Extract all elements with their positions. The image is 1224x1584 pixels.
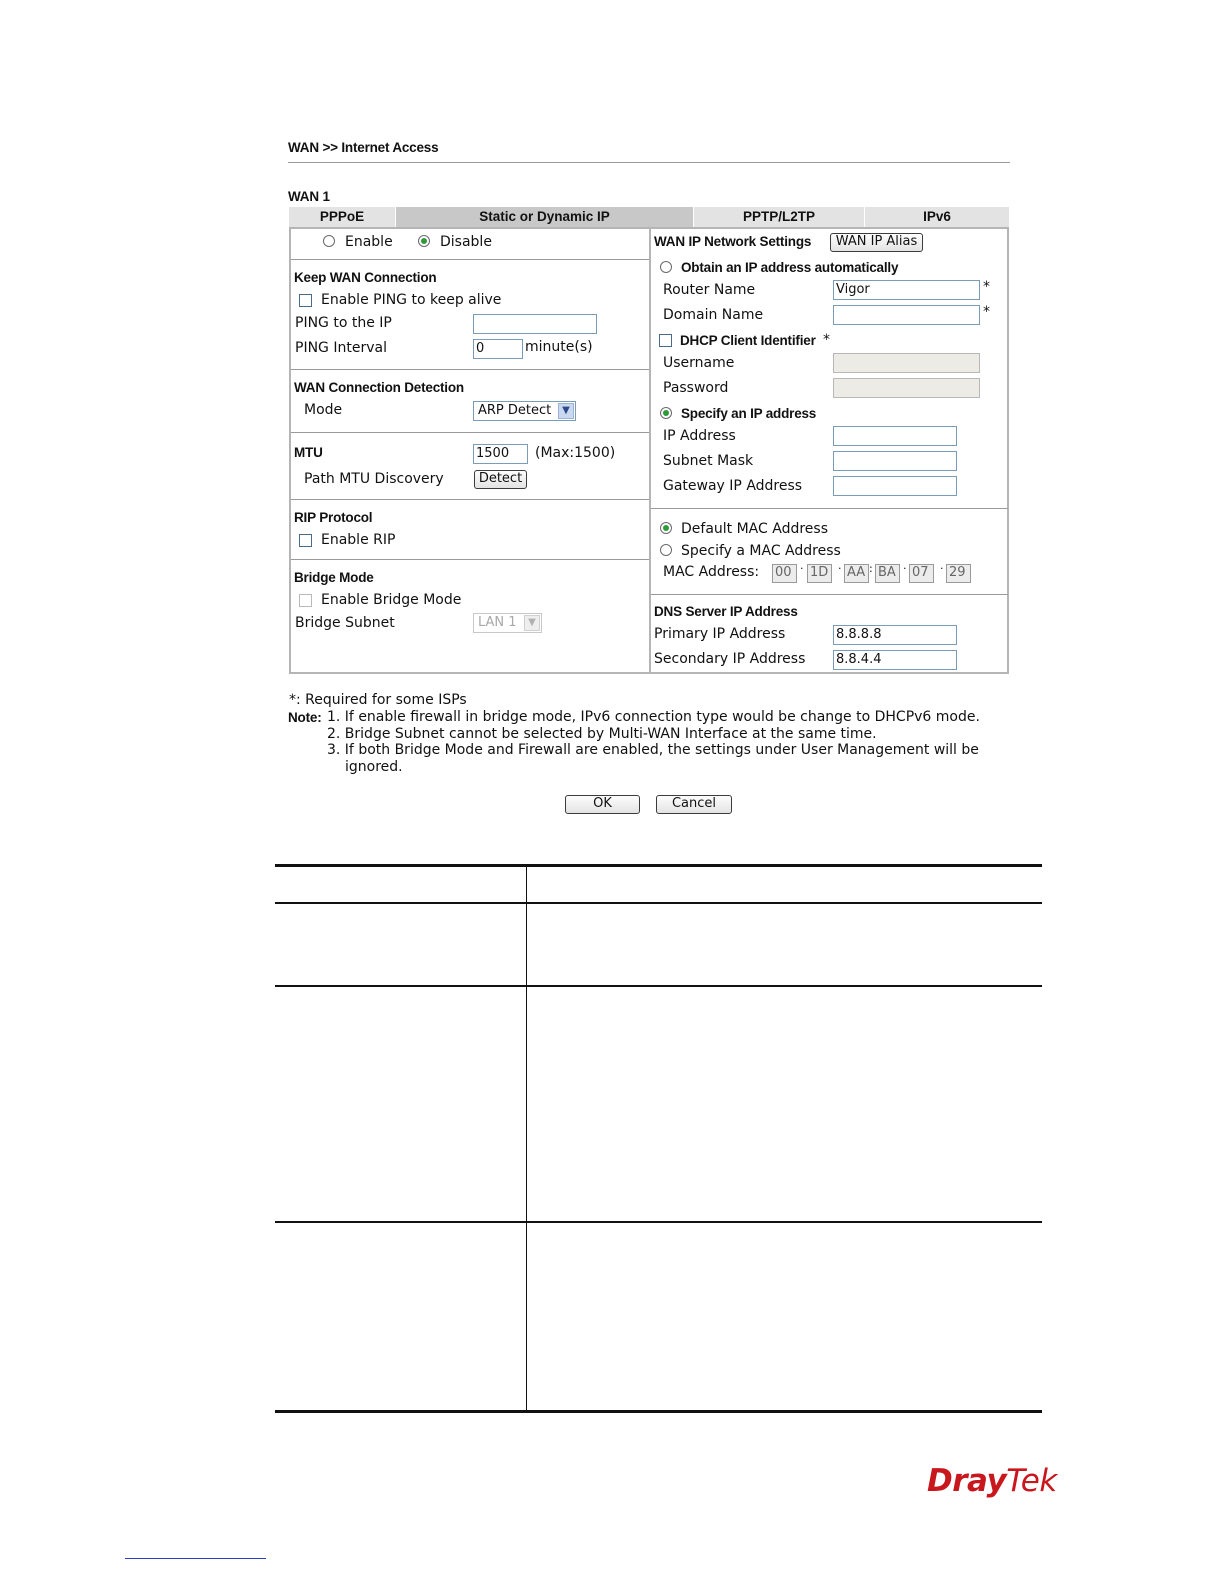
gateway-label: Gateway IP Address (663, 478, 803, 494)
ok-button[interactable]: OK (565, 795, 640, 814)
section-divider (651, 594, 1008, 595)
detection-title: WAN Connection Detection (294, 380, 464, 395)
mac-separator: · (940, 562, 944, 575)
note-line-1: 1. If enable firewall in bridge mode, IPv6 connection type would be change to DHCPv6 mode. (327, 709, 980, 725)
mode-label: Mode (304, 402, 343, 418)
specify-mac-label: Specify a MAC Address (681, 543, 841, 559)
section-divider (291, 369, 649, 370)
section-divider (291, 432, 649, 433)
primary-dns-input[interactable]: 8.8.8.8 (833, 625, 957, 645)
required-mark: * (823, 332, 830, 348)
draytek-logo: DrayTek (927, 1463, 1057, 1499)
wan-ip-alias-button[interactable]: WAN IP Alias (830, 233, 923, 252)
network-title: WAN IP Network Settings (654, 234, 812, 249)
enable-rip-checkbox[interactable] (299, 534, 312, 547)
table-row-border (275, 1221, 1042, 1223)
subnet-mask-input[interactable] (833, 451, 957, 471)
subnet-mask-label: Subnet Mask (663, 453, 754, 469)
specify-ip-radio[interactable] (660, 407, 672, 419)
ip-address-label: IP Address (663, 428, 736, 444)
required-mark: * (983, 304, 990, 320)
mac-separator: · (838, 562, 842, 575)
enable-ping-label: Enable PING to keep alive (321, 292, 502, 308)
dns-title: DNS Server IP Address (654, 604, 798, 619)
specify-mac-radio[interactable] (660, 544, 672, 556)
table-header-border (275, 902, 1042, 904)
mac-octet-1[interactable]: 00 (772, 564, 797, 583)
mac-address-label: MAC Address: (663, 564, 760, 580)
path-mtu-label: Path MTU Discovery (304, 471, 444, 487)
tab-static-dynamic-ip[interactable]: Static or Dynamic IP (396, 207, 693, 227)
mtu-input[interactable]: 1500 (473, 444, 528, 464)
username-label: Username (663, 355, 735, 371)
cancel-button[interactable]: Cancel (656, 795, 732, 814)
breadcrumb-divider (288, 162, 1010, 163)
section-divider (291, 259, 649, 260)
secondary-dns-input[interactable]: 8.8.4.4 (833, 650, 957, 670)
mac-octet-3[interactable]: AA (844, 564, 869, 583)
note-line-2: 2. Bridge Subnet cannot be selected by Multi-WAN Interface at the same time. (327, 726, 877, 742)
panel-divider (649, 228, 651, 673)
table-bottom-border (275, 1410, 1042, 1413)
enable-ping-checkbox[interactable] (299, 294, 312, 307)
router-name-input[interactable]: Vigor (833, 280, 980, 300)
password-label: Password (663, 380, 729, 396)
rip-title: RIP Protocol (294, 510, 373, 525)
detect-button[interactable]: Detect (474, 470, 527, 489)
mac-separator: · (800, 562, 804, 575)
domain-name-input[interactable] (833, 305, 980, 325)
obtain-ip-radio[interactable] (660, 261, 672, 273)
enable-bridge-checkbox[interactable] (299, 594, 312, 607)
obtain-ip-label: Obtain an IP address automatically (681, 260, 899, 275)
tab-pppoe[interactable]: PPPoE (289, 207, 395, 227)
mac-octet-5[interactable]: 07 (909, 564, 934, 583)
primary-dns-label: Primary IP Address (654, 626, 786, 642)
bridge-title: Bridge Mode (294, 570, 374, 585)
specify-ip-label: Specify an IP address (681, 406, 817, 421)
note-label: Note: (288, 710, 322, 725)
router-name-label: Router Name (663, 282, 756, 298)
wan-label: WAN 1 (288, 189, 330, 204)
default-mac-radio[interactable] (660, 522, 672, 534)
table-column-divider (526, 867, 527, 1410)
password-input[interactable] (833, 378, 980, 398)
gateway-input[interactable] (833, 476, 957, 496)
mtu-label: MTU (294, 445, 323, 460)
username-input[interactable] (833, 353, 980, 373)
ping-interval-input[interactable]: 0 (473, 339, 523, 359)
tab-ipv6[interactable]: IPv6 (865, 207, 1009, 227)
secondary-dns-label: Secondary IP Address (654, 651, 806, 667)
dhcp-client-label: DHCP Client Identifier (680, 333, 816, 348)
footnote: *: Required for some ISPs (289, 692, 467, 708)
ping-interval-label: PING Interval (295, 340, 387, 356)
ip-address-input[interactable] (833, 426, 957, 446)
section-divider (291, 499, 649, 500)
section-divider (651, 508, 1008, 509)
mode-select[interactable] (473, 401, 576, 421)
chevron-down-icon: ▼ (524, 615, 540, 631)
table-top-border (275, 864, 1042, 867)
footer-rule (125, 1558, 266, 1559)
dhcp-client-checkbox[interactable] (659, 334, 672, 347)
bridge-subnet-label: Bridge Subnet (295, 615, 395, 631)
bridge-subnet-select[interactable] (473, 613, 542, 633)
enable-label: Enable (345, 234, 393, 250)
enable-radio[interactable] (323, 235, 335, 247)
domain-name-label: Domain Name (663, 307, 764, 323)
note-line-4: ignored. (345, 759, 403, 775)
keep-wan-title: Keep WAN Connection (294, 270, 437, 285)
enable-rip-label: Enable RIP (321, 532, 396, 548)
ping-ip-label: PING to the IP (295, 315, 392, 331)
mac-octet-6[interactable]: 29 (946, 564, 971, 583)
section-divider (291, 559, 649, 560)
mac-separator: : (869, 562, 873, 575)
ping-ip-input[interactable] (473, 314, 597, 334)
default-mac-label: Default MAC Address (681, 521, 828, 537)
tab-pptp-l2tp[interactable]: PPTP/L2TP (694, 207, 864, 227)
required-mark: * (983, 279, 990, 295)
breadcrumb: WAN >> Internet Access (288, 140, 439, 155)
mode-value: ARP Detect (478, 403, 552, 418)
disable-radio[interactable] (418, 235, 430, 247)
disable-label: Disable (440, 234, 492, 250)
bridge-subnet-value: LAN 1 (478, 615, 517, 630)
enable-bridge-label: Enable Bridge Mode (321, 592, 462, 608)
chevron-down-icon: ▼ (558, 403, 574, 419)
table-row-border (275, 985, 1042, 987)
mtu-max: (Max:1500) (535, 445, 616, 461)
ping-interval-unit: minute(s) (525, 339, 593, 355)
mac-separator: · (903, 562, 907, 575)
note-line-3: 3. If both Bridge Mode and Firewall are enabled, the settings under User Management will be (327, 742, 979, 758)
mac-octet-2[interactable]: 1D (807, 564, 832, 583)
mac-octet-4[interactable]: BA (875, 564, 900, 583)
